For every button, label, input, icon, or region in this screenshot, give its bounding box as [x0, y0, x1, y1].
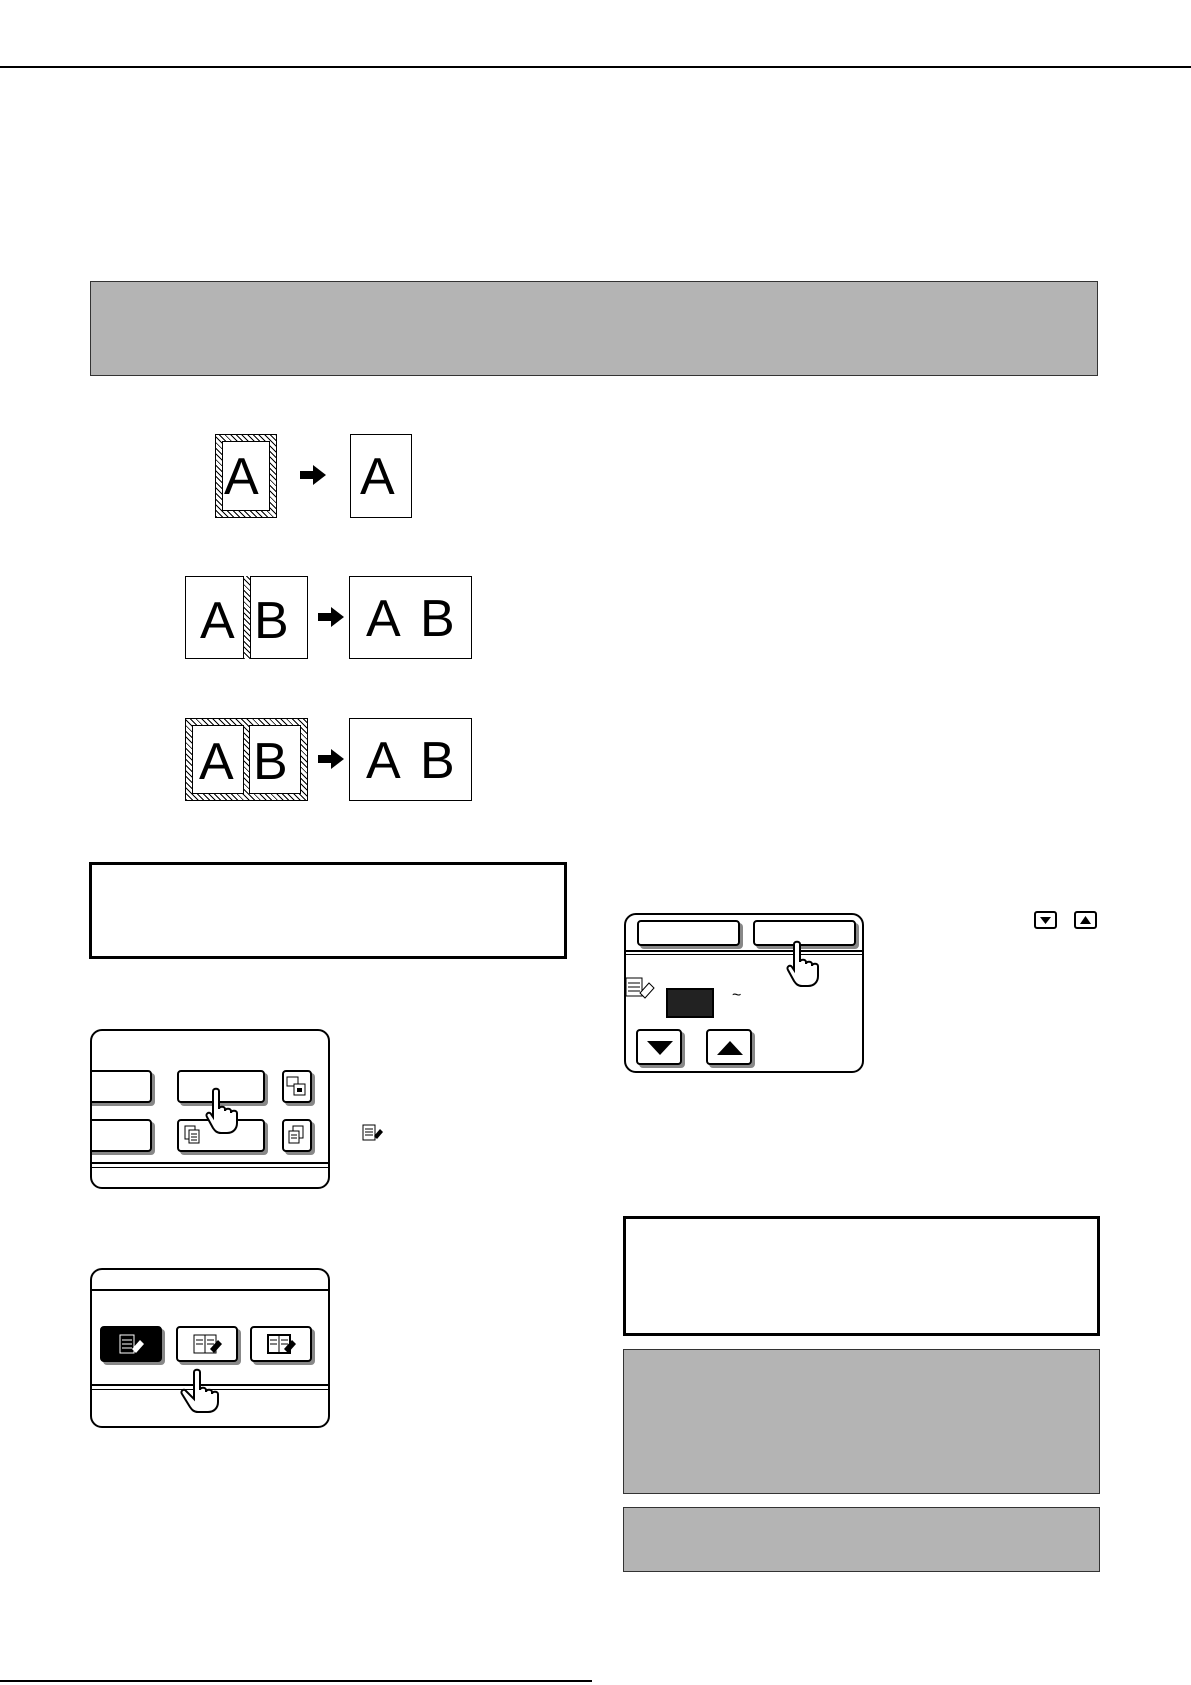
original-spread-edge-center-erase — [185, 718, 308, 801]
mode-icon-button[interactable] — [282, 1070, 312, 1103]
tab-button[interactable] — [637, 920, 740, 946]
center-erase-icon — [192, 1333, 224, 1357]
copy-stack-icon — [183, 1124, 203, 1146]
page-letter: B — [420, 732, 455, 790]
edge-erase-icon — [118, 1333, 146, 1357]
page-letter: A — [366, 732, 401, 790]
down-arrow-icon — [645, 1039, 675, 1057]
right-arrow-icon — [318, 749, 344, 769]
up-arrow-icon — [715, 1039, 745, 1057]
page-letter: A — [360, 448, 395, 506]
page-letter: A — [199, 733, 234, 791]
note-box — [623, 1216, 1100, 1336]
erase-width-panel — [624, 913, 864, 1073]
page-letter: A — [366, 590, 401, 648]
note-box — [89, 862, 567, 959]
page-letter: A — [200, 592, 235, 650]
mode-button[interactable] — [90, 1070, 152, 1103]
info-box — [623, 1507, 1100, 1572]
range-separator: ~ — [732, 987, 742, 1004]
copy-mode-icon — [286, 1124, 308, 1146]
center-erase-button[interactable] — [176, 1326, 238, 1362]
result-spread — [349, 718, 472, 801]
decrease-button[interactable] — [636, 1029, 682, 1065]
page-letter: A — [224, 448, 259, 506]
info-box — [623, 1349, 1100, 1494]
up-key-icon — [1074, 911, 1097, 929]
edge-center-erase-button[interactable] — [250, 1326, 312, 1362]
pointing-hand-icon — [786, 940, 830, 988]
pointing-hand-icon — [205, 1087, 249, 1135]
copy-mode-icon — [285, 1075, 309, 1099]
right-arrow-icon — [300, 465, 326, 485]
page-letter: B — [420, 590, 455, 648]
top-rule — [0, 66, 1191, 68]
heading-band — [90, 281, 1098, 376]
right-arrow-icon — [318, 607, 344, 627]
erase-type-panel — [90, 1268, 330, 1428]
bottom-rule — [0, 1680, 592, 1682]
erase-function-icon — [362, 1124, 384, 1142]
original-page-edge-erase — [215, 434, 277, 518]
result-page — [350, 434, 412, 518]
erase-width-display — [666, 988, 714, 1018]
result-spread — [349, 576, 472, 659]
down-key-icon — [1034, 911, 1057, 929]
page-letter: B — [254, 592, 289, 650]
erase-function-icon — [624, 975, 658, 1001]
mode-button[interactable] — [90, 1119, 152, 1152]
page-letter: B — [253, 733, 288, 791]
pointing-hand-icon — [180, 1368, 224, 1416]
increase-button[interactable] — [706, 1029, 752, 1065]
edge-center-erase-icon — [266, 1333, 298, 1357]
original-spread-center-erase — [185, 576, 308, 659]
edge-erase-button[interactable] — [100, 1326, 162, 1362]
special-modes-panel — [90, 1029, 330, 1189]
mode-icon-button[interactable] — [282, 1119, 312, 1152]
